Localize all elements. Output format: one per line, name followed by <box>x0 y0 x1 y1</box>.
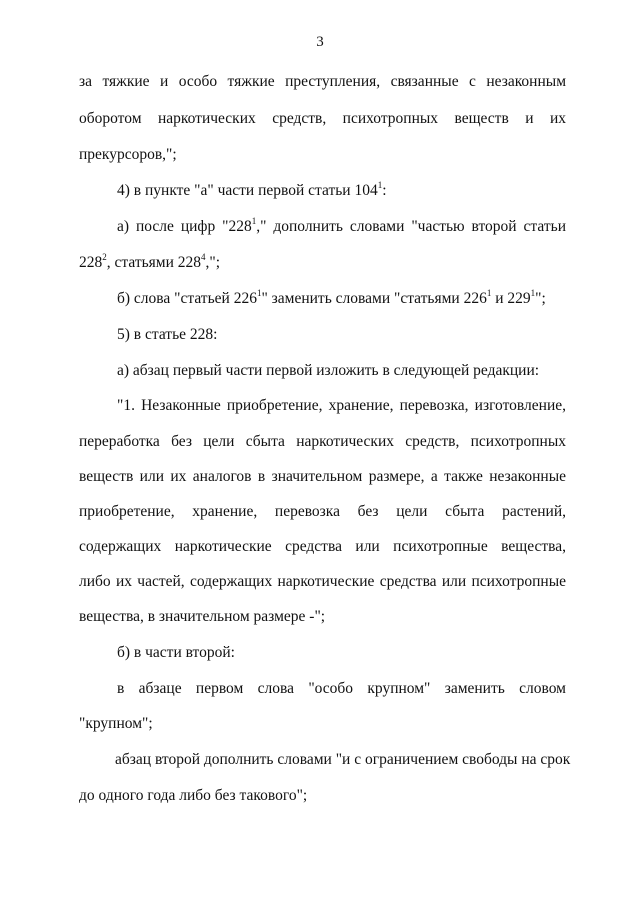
paragraph-line: до одного года либо без такового"; <box>79 787 308 804</box>
text-run: , статьями 228 <box>106 254 202 271</box>
text-run: : <box>382 182 387 199</box>
paragraph-line: прекурсоров,"; <box>79 146 177 163</box>
paragraph-line <box>79 253 566 273</box>
paragraph-line: а) абзац первый части первой изложить в следующей редакции: <box>117 362 540 379</box>
text-run: ,"; <box>205 254 221 271</box>
paragraph-line: за тяжкие и особо тяжкие преступления, связанные с незаконным <box>79 73 566 90</box>
paragraph-line: содержащих наркотические средства или психотропные вещества, <box>79 538 566 555</box>
paragraph-line: вещества, в значительном размере -"; <box>79 608 326 625</box>
superscript: 1 <box>256 287 262 298</box>
superscript: 1 <box>377 179 383 190</box>
paragraph-line: "крупном"; <box>79 715 153 732</box>
paragraph-line: "1. Незаконные приобретение, хранение, перевозка, изготовление, <box>117 397 566 414</box>
text-run: а) после цифр "228 <box>117 218 252 235</box>
text-run: "; <box>535 290 546 307</box>
superscript: 1 <box>530 287 536 298</box>
paragraph-line: переработка без цели сбыта наркотических средств, психотропных <box>79 433 566 450</box>
text-run: " заменить словами "статьями 226 <box>261 290 487 307</box>
superscript: 1 <box>486 287 492 298</box>
text-run: 228 <box>79 254 103 271</box>
paragraph-line: веществ или их аналогов в значительном размере, а также незаконные <box>79 468 566 485</box>
superscript: 4 <box>201 251 206 262</box>
text-run: и 229 <box>491 290 531 307</box>
paragraph-line <box>117 181 566 201</box>
paragraph-line: в абзаце первом слова "особо крупном" заменить словом <box>117 680 566 697</box>
paragraph-line: либо их частей, содержащих наркотические средства или психотропные <box>79 573 566 590</box>
superscript: 1 <box>251 215 257 226</box>
paragraph-line <box>117 289 566 309</box>
paragraph-line <box>117 217 566 237</box>
page-number: 3 <box>316 34 324 50</box>
paragraph-line: приобретение, хранение, перевозка без цели сбыта растений, <box>79 503 566 520</box>
paragraph-line: оборотом наркотических средств, психотропных веществ и их <box>79 110 566 127</box>
paragraph-line: абзац второй дополнить словами "и с ограничением свободы на срок <box>115 751 571 768</box>
paragraph-line: 5) в статье 228: <box>117 326 218 343</box>
text-run: 4) в пункте "а" части первой статьи 104 <box>117 182 378 199</box>
text-run: б) слова "статьей 226 <box>117 290 257 307</box>
paragraph-line: б) в части второй: <box>117 644 235 661</box>
text-run: ," дополнить словами "частью второй статьи <box>256 218 566 235</box>
superscript: 2 <box>102 251 107 262</box>
